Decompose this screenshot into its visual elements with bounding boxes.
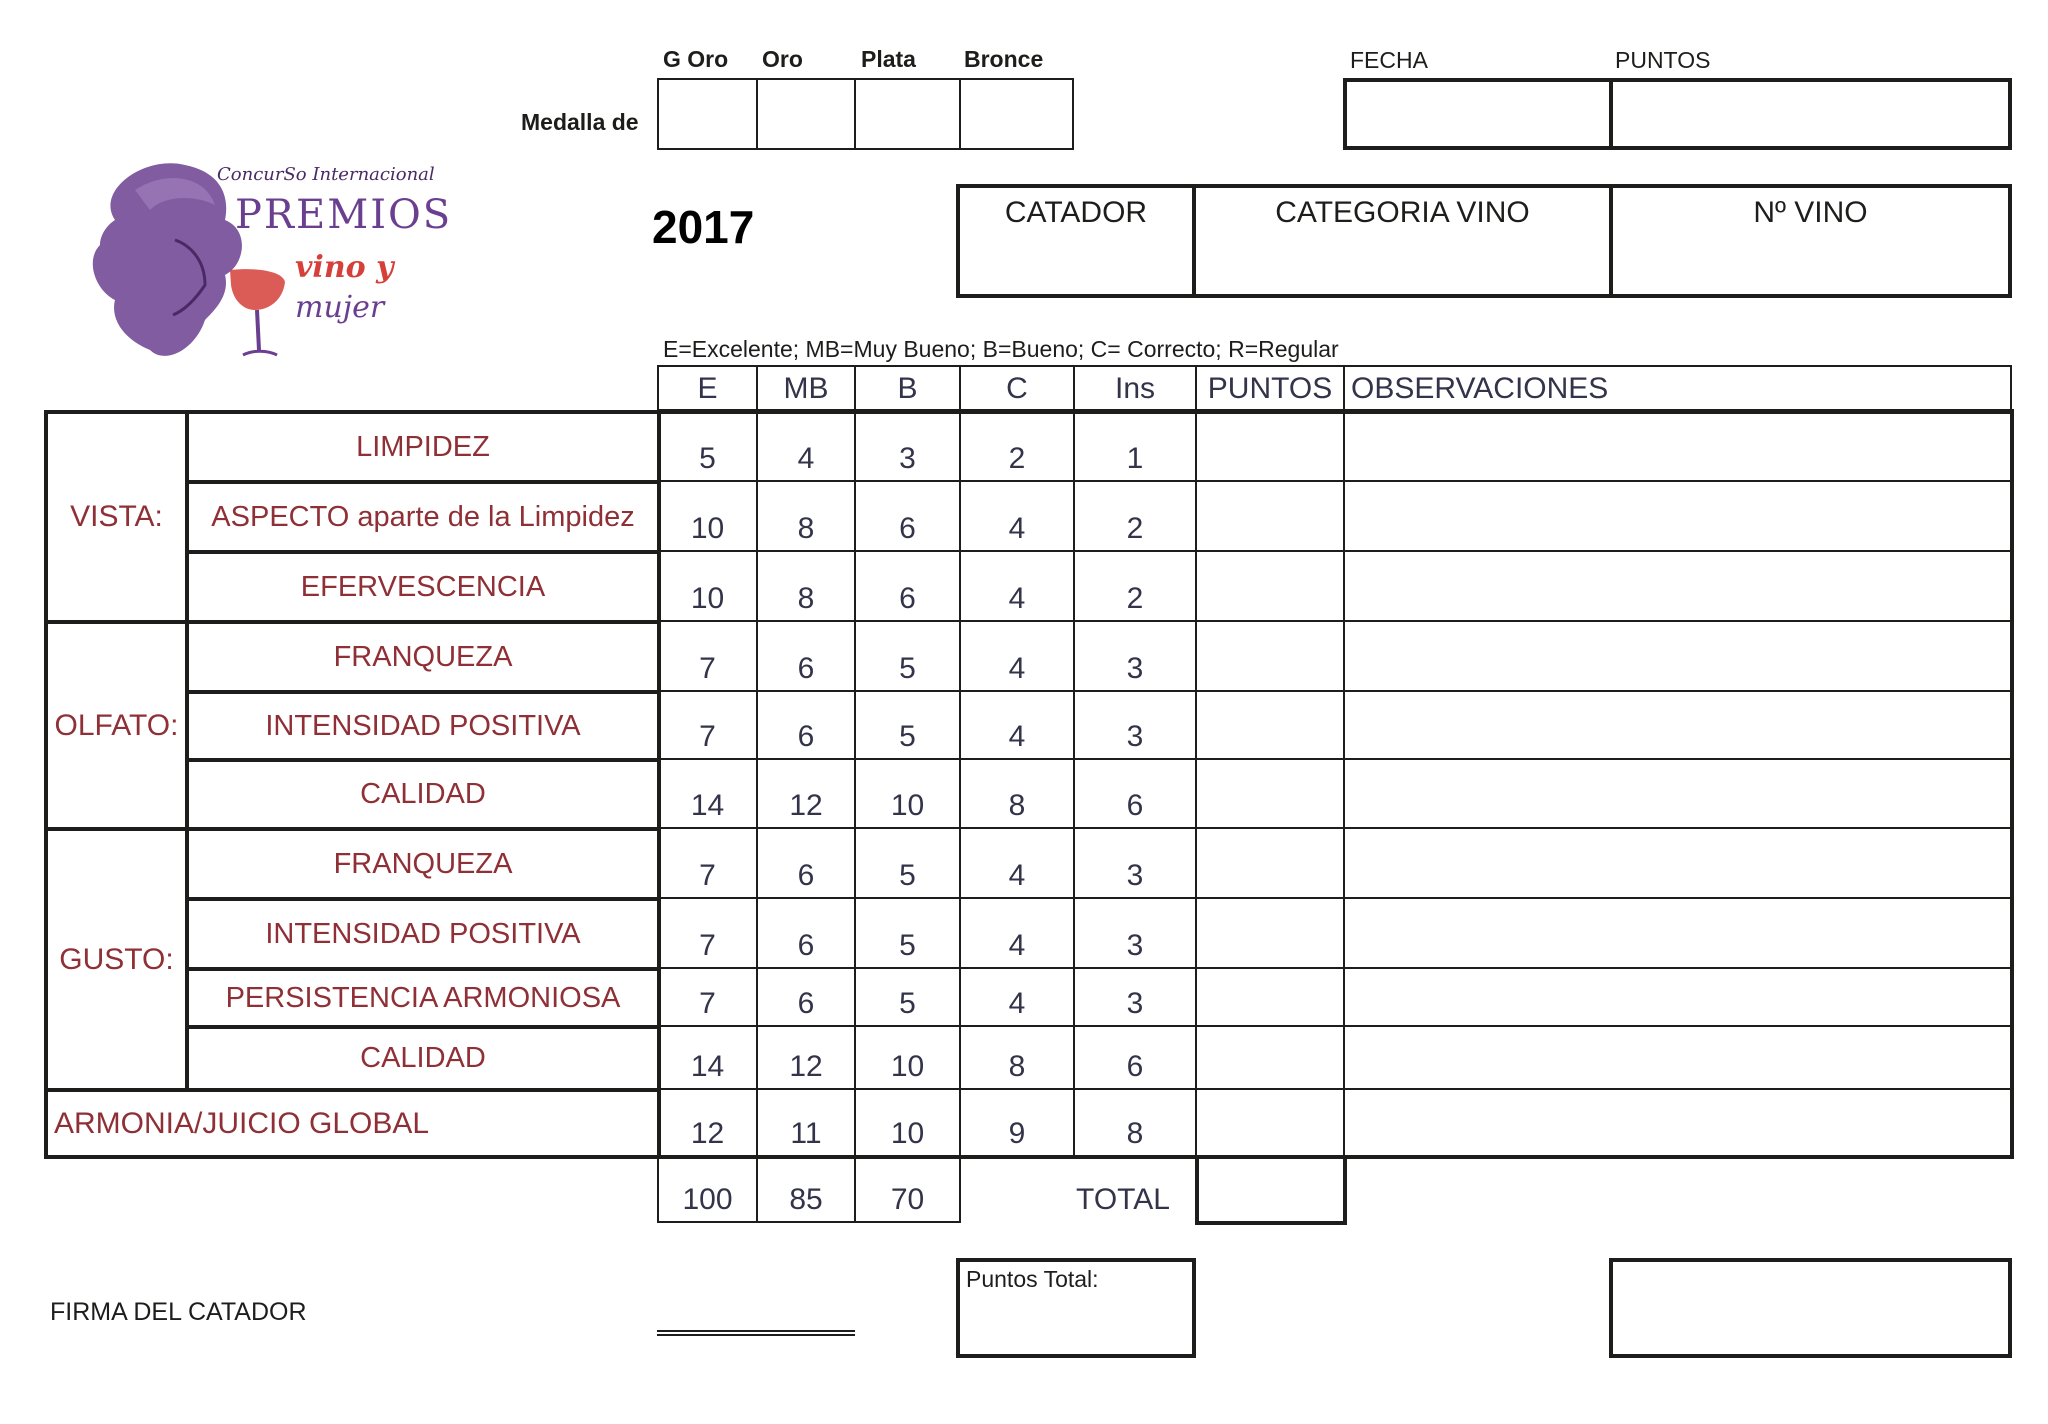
score-cell[interactable]: 4 xyxy=(959,690,1075,760)
score-cell[interactable]: 4 xyxy=(959,550,1075,622)
puntos-box[interactable] xyxy=(1609,78,2012,150)
score-cell[interactable]: 7 xyxy=(657,690,758,760)
score-cell[interactable]: 5 xyxy=(657,410,758,482)
score-cell[interactable]: 5 xyxy=(854,827,961,899)
criterion-label: PERSISTENCIA ARMONIOSA xyxy=(185,967,661,1029)
score-cell[interactable]: 6 xyxy=(756,827,856,899)
score-cell[interactable]: 4 xyxy=(959,897,1075,969)
criterion-label: INTENSIDAD POSITIVA xyxy=(185,690,661,762)
column-header-mb: MB xyxy=(756,365,856,412)
medal-option-oro: Oro xyxy=(762,46,803,72)
score-cell[interactable]: 7 xyxy=(657,897,758,969)
logo-line4: mujer xyxy=(295,290,385,325)
column-header-puntos: PUNTOS xyxy=(1195,365,1345,412)
score-cell[interactable]: 12 xyxy=(756,1025,856,1090)
column-header-b: B xyxy=(854,365,961,412)
score-cell[interactable]: 1 xyxy=(1073,410,1197,482)
score-cell[interactable]: 5 xyxy=(854,897,961,969)
score-cell[interactable]: 3 xyxy=(854,410,961,482)
score-cell[interactable]: 7 xyxy=(657,967,758,1027)
score-cell[interactable]: 10 xyxy=(854,1025,961,1090)
score-cell[interactable]: 4 xyxy=(756,410,856,482)
score-cell[interactable]: 3 xyxy=(1073,897,1197,969)
score-cell[interactable]: 10 xyxy=(854,758,961,829)
logo-line2: PREMIOS xyxy=(235,192,453,238)
total-points-box[interactable] xyxy=(1195,1155,1347,1225)
medal-box-g-oro[interactable] xyxy=(657,78,758,150)
score-cell[interactable]: 6 xyxy=(854,550,961,622)
header-separator xyxy=(657,409,2014,413)
column-header-c: C xyxy=(959,365,1075,412)
firma-label: FIRMA DEL CATADOR xyxy=(50,1298,307,1326)
score-cell[interactable]: 8 xyxy=(756,480,856,552)
criterion-label: CALIDAD xyxy=(185,758,661,831)
fecha-box[interactable] xyxy=(1343,78,1613,150)
score-cell[interactable]: 6 xyxy=(854,480,961,552)
score-cell[interactable]: 3 xyxy=(1073,967,1197,1027)
fecha-label: FECHA xyxy=(1350,47,1428,73)
score-legend: E=Excelente; MB=Muy Bueno; B=Bueno; C= Correcto; R=Regular xyxy=(663,336,1339,362)
score-cell[interactable]: 3 xyxy=(1073,620,1197,692)
score-cell[interactable]: 8 xyxy=(959,1025,1075,1090)
score-cell[interactable]: 6 xyxy=(756,620,856,692)
score-cell[interactable]: 2 xyxy=(1073,480,1197,552)
medal-option-plata: Plata xyxy=(861,46,916,72)
score-cell[interactable]: 5 xyxy=(854,967,961,1027)
score-cell[interactable]: 10 xyxy=(657,550,758,622)
score-cell[interactable]: 8 xyxy=(756,550,856,622)
final-score-box[interactable] xyxy=(1609,1258,2012,1358)
score-cell[interactable]: 12 xyxy=(756,758,856,829)
group-label-gusto: GUSTO: xyxy=(44,827,189,1092)
medal-option-g-oro: G Oro xyxy=(663,46,729,72)
score-cell[interactable]: 5 xyxy=(854,690,961,760)
group-label-vista: VISTA: xyxy=(44,410,189,624)
score-cell[interactable]: 4 xyxy=(959,967,1075,1027)
puntos-total-box[interactable] xyxy=(956,1258,1196,1358)
score-cell[interactable]: 4 xyxy=(959,480,1075,552)
score-cell[interactable]: 14 xyxy=(657,1025,758,1090)
score-cell[interactable]: 4 xyxy=(959,827,1075,899)
score-cell[interactable]: 7 xyxy=(657,620,758,692)
score-cell[interactable]: 6 xyxy=(756,690,856,760)
logo-line3: vino y xyxy=(295,250,394,285)
criterion-label: FRANQUEZA xyxy=(185,827,661,901)
total-label: TOTAL xyxy=(1076,1183,1170,1216)
group-label-olfato: OLFATO: xyxy=(44,620,189,831)
score-cell[interactable]: 3 xyxy=(1073,690,1197,760)
column-header-observaciones: OBSERVACIONES xyxy=(1343,365,2012,412)
catador-label: CATADOR xyxy=(1004,196,1148,229)
score-cell[interactable]: 10 xyxy=(854,1088,961,1157)
score-cell[interactable]: 9 xyxy=(959,1088,1075,1157)
table-outer-border xyxy=(44,410,2014,1159)
year-label: 2017 xyxy=(652,201,755,253)
signature-line[interactable] xyxy=(657,1330,855,1336)
logo xyxy=(55,150,453,390)
score-cell[interactable]: 6 xyxy=(756,897,856,969)
total-max-cell: 85 xyxy=(756,1155,856,1223)
score-cell[interactable]: 6 xyxy=(756,967,856,1027)
medal-label: Medalla de xyxy=(521,109,639,135)
score-cell[interactable]: 6 xyxy=(1073,1025,1197,1090)
score-cell[interactable]: 10 xyxy=(657,480,758,552)
score-cell[interactable]: 8 xyxy=(1073,1088,1197,1157)
column-header-e: E xyxy=(657,365,758,412)
medal-box-oro[interactable] xyxy=(756,78,856,150)
categoria-label: CATEGORIA VINO xyxy=(1275,196,1530,229)
categoria-box[interactable] xyxy=(1192,184,1613,298)
score-cell[interactable]: 14 xyxy=(657,758,758,829)
score-cell[interactable]: 4 xyxy=(959,620,1075,692)
criterion-label: INTENSIDAD POSITIVA xyxy=(185,897,661,971)
score-cell[interactable]: 2 xyxy=(959,410,1075,482)
logo-line1: ConcurSo Internacional xyxy=(217,164,435,185)
score-cell[interactable]: 5 xyxy=(854,620,961,692)
criterion-label: EFERVESCENCIA xyxy=(185,550,661,624)
score-cell[interactable]: 12 xyxy=(657,1088,758,1157)
criterion-label: CALIDAD xyxy=(185,1025,661,1092)
medal-box-bronce[interactable] xyxy=(959,78,1074,150)
column-header-ins: Ins xyxy=(1073,365,1197,412)
score-cell[interactable]: 7 xyxy=(657,827,758,899)
total-max-cell: 100 xyxy=(657,1155,758,1223)
numero-vino-box[interactable] xyxy=(1609,184,2012,298)
criterion-label: LIMPIDEZ xyxy=(185,410,661,484)
score-cell[interactable]: 6 xyxy=(1073,758,1197,829)
criterion-label: FRANQUEZA xyxy=(185,620,661,694)
score-cell[interactable]: 2 xyxy=(1073,550,1197,622)
armonia-label: ARMONIA/JUICIO GLOBAL xyxy=(44,1088,661,1159)
score-cell[interactable]: 11 xyxy=(756,1088,856,1157)
score-cell[interactable]: 8 xyxy=(959,758,1075,829)
puntos-total-label: Puntos Total: xyxy=(966,1266,1099,1292)
score-cell[interactable]: 3 xyxy=(1073,827,1197,899)
total-max-cell: 70 xyxy=(854,1155,961,1223)
numero-vino-label: Nº VINO xyxy=(1753,196,1868,229)
medal-option-bronce: Bronce xyxy=(964,46,1044,72)
catador-box[interactable] xyxy=(956,184,1196,298)
medal-box-plata[interactable] xyxy=(854,78,961,150)
puntos-label: PUNTOS xyxy=(1615,47,1711,73)
criterion-label: ASPECTO aparte de la Limpidez xyxy=(185,480,661,554)
